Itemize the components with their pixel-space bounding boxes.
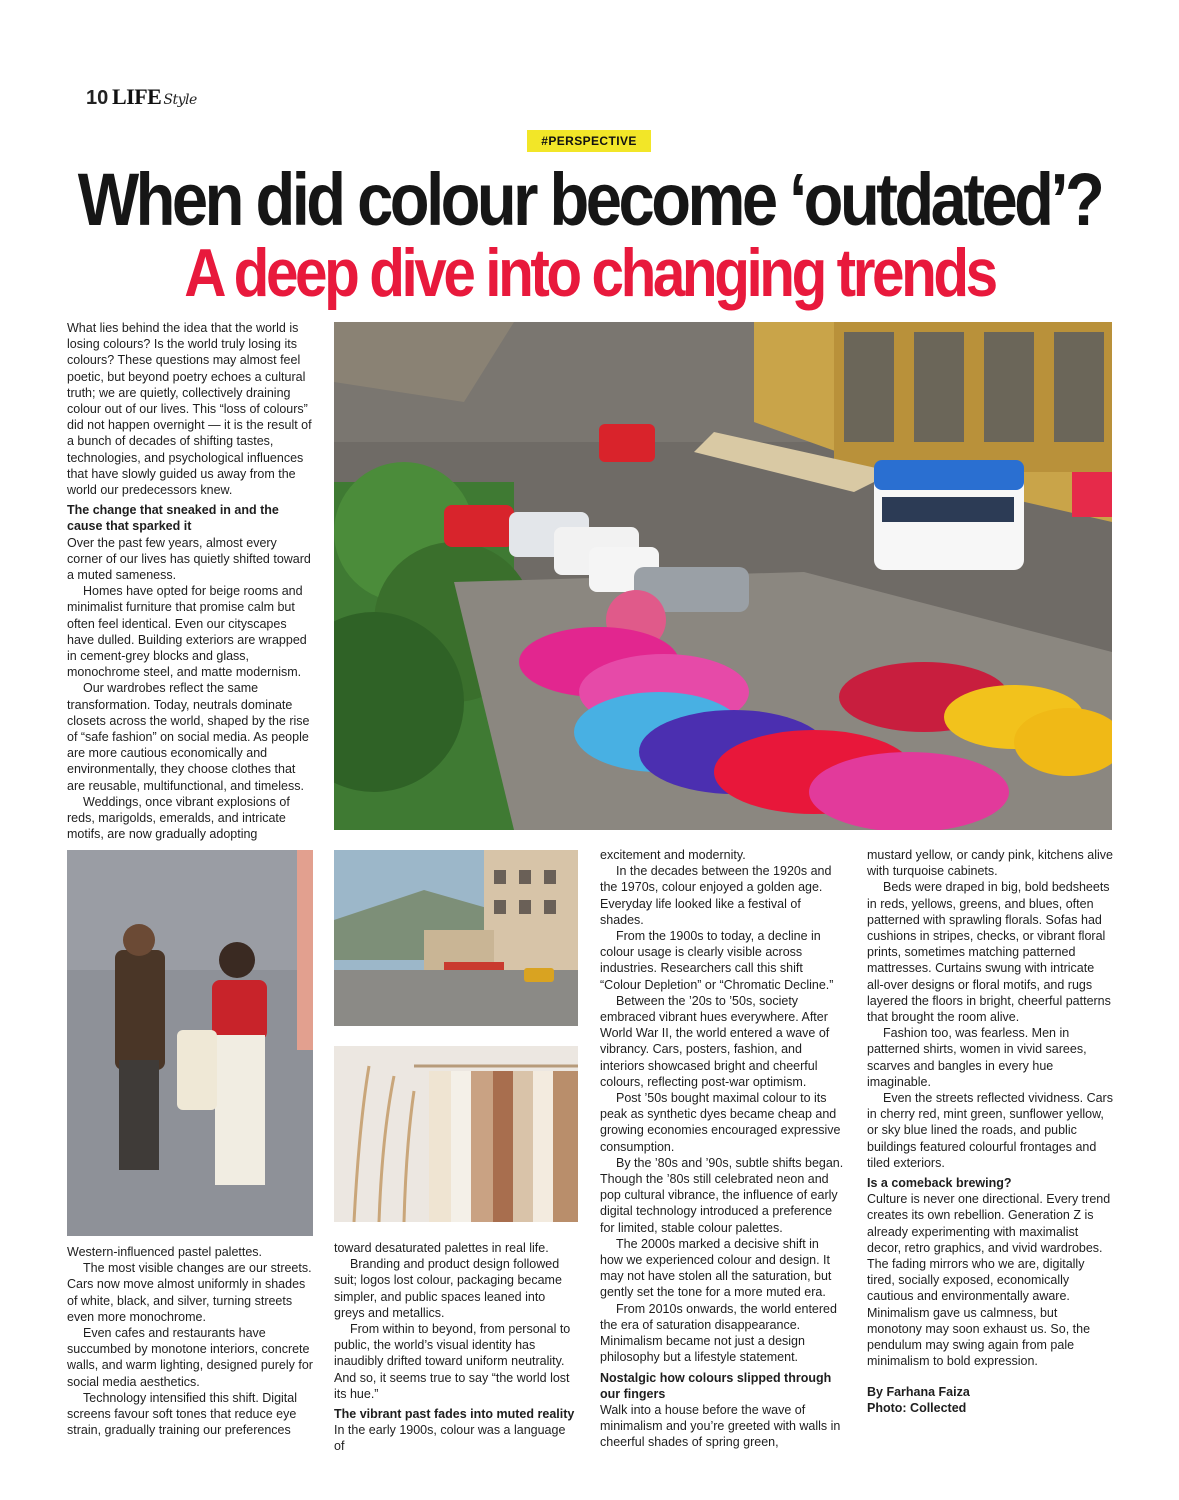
section-heading-nostalgic: Nostalgic how colours slipped through our fingers xyxy=(600,1370,832,1401)
byline-photo: Photo: Collected xyxy=(867,1400,967,1415)
paragraph: Branding and product design followed suit; logos lost colour, packaging became simpler, and public spaces leaned into greys and metallics. xyxy=(334,1257,562,1320)
photo-neutral-clothes-rack xyxy=(334,1046,578,1222)
byline-author: By Farhana Faiza xyxy=(867,1384,970,1399)
paragraph: toward desaturated palettes in real life. xyxy=(334,1241,549,1255)
photo-vintage-couple xyxy=(67,850,313,1236)
column-4 xyxy=(867,847,1113,1416)
paragraph: Post ’50s bought maximal colour to its peak as synthetic dyes became cheap and growing economies encouraged expressive consumption. xyxy=(600,1091,841,1154)
column-3 xyxy=(600,847,844,1451)
paragraph: In the decades between the 1920s and the 1970s, colour enjoyed a golden age. Everyday life looked like a festival of shades. xyxy=(600,864,832,927)
paragraph: mustard yellow, or candy pink, kitchens alive with turquoise cabinets. xyxy=(867,848,1113,879)
photo-city-street xyxy=(334,850,578,1026)
section-heading-comeback: Is a comeback brewing? xyxy=(867,1176,1012,1191)
page-number: 10 xyxy=(86,87,109,109)
section-heading-change: The change that sneaked in and the cause that sparked it xyxy=(67,503,279,534)
column-1-top xyxy=(67,320,313,843)
paragraph: Even cafes and restaurants have succumbed by monotone interiors, concrete walls, and warm lighting, designed purely for social media aesthetics. xyxy=(67,1326,313,1389)
logo-script-text: Style xyxy=(163,92,197,108)
paragraph: Over the past few years, almost every corner of our lives has quietly shifted toward a muted sameness. xyxy=(67,535,311,583)
paragraph: Culture is never one directional. Every trend creates its own rebellion. Generation Z is already experimenting with maximalist decor, retro graphics, and vivid wardrobes. The fading mirrors who we are, digitally tired, socially exposed, economically cautious and environmentally aware. Minimalism gave us calmness, but monotony may soon exhaust us. So, the pendulum may swing again from pale minimalism to bold expression. xyxy=(867,1192,1111,1369)
intro-paragraph: What lies behind the idea that the world is losing colours? Is the world truly losing its colours? These questions may almost feel poetic, but beyond poetry echoes a cultural truth; we are quietly, collectively draining colour out of our lives. This “loss of colours” did not happen overnight — it is the result of a bunch of decades of shifting tastes, technologies, and psychological influences that have slowly guided us away from the world our predecessors knew. xyxy=(67,321,312,498)
main-photo-colourful-cars xyxy=(334,322,1112,830)
paragraph: Weddings, once vibrant explosions of reds, marigolds, emeralds, and intricate motifs, are now gradually adopting xyxy=(67,794,290,842)
paragraph: In the early 1900s, colour was a language of xyxy=(334,1423,566,1454)
logo-main-text: LIFE xyxy=(112,84,162,109)
paragraph: From the 1900s to today, a decline in colour usage is clearly visible across industries. Researchers call this shift “Colour Depletion” or “Chromatic Decline.” xyxy=(600,929,834,992)
section-heading-vibrant: The vibrant past fades into muted reality xyxy=(334,1407,575,1422)
paragraph: Our wardrobes reflect the same transformation. Today, neutrals dominate closets across the world, shaped by the rise of “safe fashion” on social media. As people are more cautious economically and environmentally, they choose clothes that are reusable, multifunctional, and timeless. xyxy=(67,681,310,793)
headline: When did colour become ‘outdated’? xyxy=(77,158,1102,241)
paragraph: From 2010s onwards, the world entered the era of saturation disappearance. Minimalism became not just a design philosophy but a lifestyle statement. xyxy=(600,1301,837,1365)
paragraph: Fashion too, was fearless. Men in patterned shirts, women in vivid sarees, scarves and bangles in every hue imaginable. xyxy=(867,1026,1087,1089)
paragraph: Technology intensified this shift. Digital screens favour soft tones that reduce eye strain, gradually training our preferences xyxy=(67,1390,298,1438)
paragraph: From within to beyond, from personal to public, the world’s visual identity has inaudibly drifted toward uniform neutrality. And so, it seems true to say “the world lost its hue.” xyxy=(334,1322,571,1401)
column-1-bottom xyxy=(67,1244,313,1438)
section-tag: #PERSPECTIVE xyxy=(527,130,651,152)
paragraph: By the ’80s and ’90s, subtle shifts began. Though the ’80s still celebrated neon and pop cultural vibrance, the influence of early digital technology introduced a preference for limited, stable colour palettes. xyxy=(600,1155,844,1235)
column-2-bottom xyxy=(334,1240,578,1455)
paragraph: Homes have opted for beige rooms and minimalist furniture that promise calm but often feel identical. Even our cityscapes have dulled. Building exteriors are wrapped in cement-grey blocks and glass, monochrome steel, and matte modernism. xyxy=(67,584,307,680)
paragraph: Western-influenced pastel palettes. xyxy=(67,1245,263,1259)
paragraph: The 2000s marked a decisive shift in how we experienced colour and design. It may not have stolen all the saturation, but gently set the tone for a more muted era. xyxy=(600,1236,832,1300)
paragraph: Beds were draped in big, bold bedsheets in reds, yellows, greens, and blues, often patterned with sprawling florals. Sofas had cushions in stripes, checks, or vibrant floral prints, sometimes matching patterned mattresses. Curtains swung with intricate all-over designs or floral motifs, and rugs layered the floors in bright, cheerful patterns that brought the room alive. xyxy=(867,880,1111,1025)
paragraph: Between the ’20s to ’50s, society embraced vibrant hues everywhere. After World War II, the world entered a wave of vibrancy. Cars, posters, fashion, and interiors showcased bright and cheerful colours, reflecting post-war optimism. xyxy=(600,993,830,1089)
subheadline: A deep dive into changing trends xyxy=(184,235,995,311)
paragraph: Even the streets reflected vividness. Cars in cherry red, mint green, sunflower yellow, or sky blue lined the roads, and public buildings featured colourful frontages and tiled exteriors. xyxy=(867,1091,1113,1170)
paragraph: Walk into a house before the wave of minimalism and you’re greeted with walls in cheerful shades of spring green, xyxy=(600,1402,841,1450)
magazine-logo xyxy=(112,84,197,110)
paragraph: excitement and modernity. xyxy=(600,848,746,862)
paragraph: The most visible changes are our streets. Cars now move almost uniformly in shades of white, black, and silver, turning streets even more monochrome. xyxy=(67,1261,312,1324)
